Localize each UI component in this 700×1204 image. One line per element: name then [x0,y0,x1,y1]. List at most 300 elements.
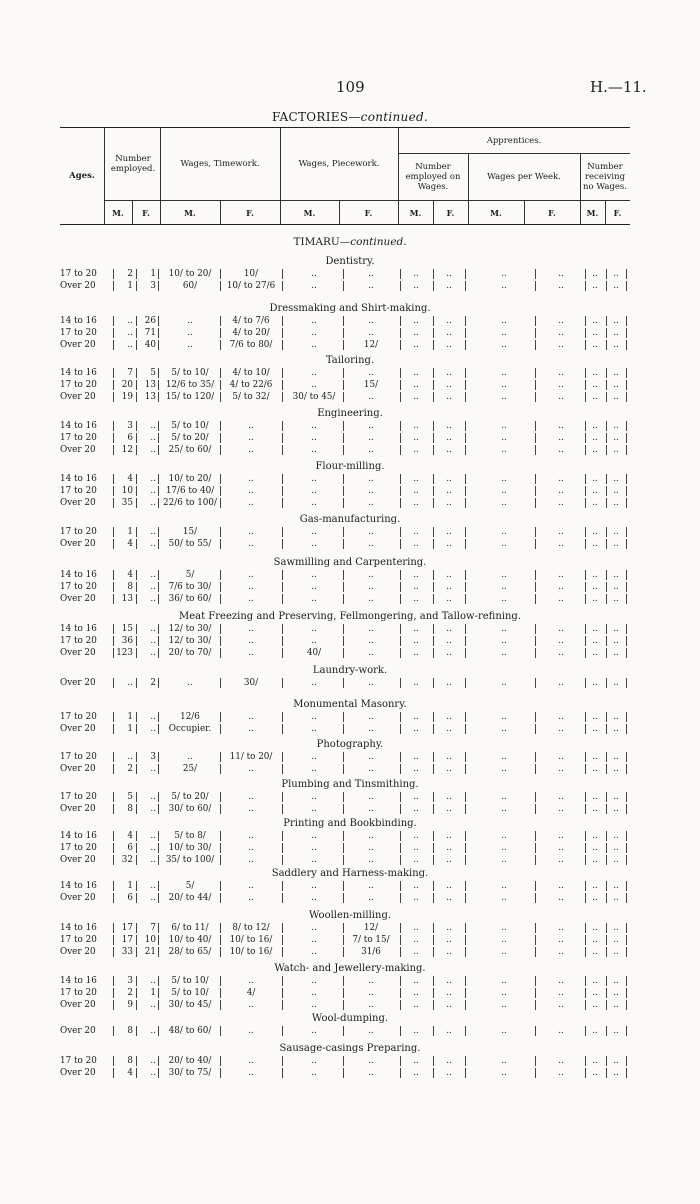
cell-rule [158,752,159,762]
cell-awm: .. [501,624,507,634]
cell-rule [535,935,536,945]
cell-af: .. [446,433,452,443]
cell-af: .. [446,474,452,484]
cell-rule [433,804,434,814]
cell-am: .. [413,380,419,390]
cell-awf: .. [558,380,564,390]
cell-mp: .. [311,380,317,390]
header-number-employed: Number employed. [110,154,156,174]
cell-awf: .. [558,893,564,903]
cell-rule [282,1056,283,1066]
cell-mt: 25/ [182,764,198,774]
cell-rule [465,368,466,378]
cell-rule [220,752,221,762]
cell-am: .. [413,392,419,402]
cell-af: .. [446,570,452,580]
cell-rule [626,831,627,841]
cell-ft: 4/ to 22/6 [229,380,273,390]
cell-rule [136,976,137,986]
cell-awf: .. [558,445,564,455]
cell-am: .. [413,316,419,326]
district-name: TIMARU— [293,236,351,248]
cell-rule [400,1068,401,1078]
cell-mp: 40/ [306,648,322,658]
cell-anm: .. [592,764,598,774]
cell-mp: .. [311,539,317,549]
cell-rule [535,1068,536,1078]
cell-rule [282,976,283,986]
cell-anf: .. [613,392,619,402]
cell-rule [535,923,536,933]
cell-fp: .. [368,527,374,537]
cell-anm: .. [592,923,598,933]
cell-af: .. [446,340,452,350]
cell-rule [433,486,434,496]
cell-af: .. [446,316,452,326]
cell-rule [136,624,137,634]
cell-af: .. [446,988,452,998]
cell-rule [220,923,221,933]
cell-anm: .. [592,976,598,986]
cell-f: 13 [144,392,156,402]
cell-f: .. [150,539,156,549]
cell-rule [626,392,627,402]
cell-rule [626,527,627,537]
cell-m: 2 [127,269,133,279]
cell-rule [626,988,627,998]
cell-rule [400,804,401,814]
cell-rule [535,368,536,378]
cell-rule [535,855,536,865]
table-row [0,623,700,635]
cell-rule [158,539,159,549]
cell-rule [220,804,221,814]
cell-rule [400,539,401,549]
cell-fp: .. [368,752,374,762]
cell-ft: .. [248,831,254,841]
cell-anf: .. [613,678,619,688]
cell-mt: 10/ to 20/ [168,269,212,279]
cell-awf: .. [558,831,564,841]
cell-f: .. [150,855,156,865]
cell-af: .. [446,281,452,291]
cell-rule [400,792,401,802]
cell-anm: .. [592,1000,598,1010]
cell-age: 17 to 20 [60,433,97,443]
cell-fp: .. [368,1026,374,1036]
cell-rule [282,316,283,326]
cell-am: .. [413,648,419,658]
section-title: Sawmilling and Carpentering. [273,557,427,568]
cell-m: 3 [127,976,133,986]
cell-anf: .. [613,340,619,350]
cell-rule [136,421,137,431]
cell-rule [158,281,159,291]
cell-age: 14 to 16 [60,570,97,580]
cell-af: .. [446,392,452,402]
cell-af: .. [446,498,452,508]
cell-awf: .. [558,881,564,891]
cell-rule [220,831,221,841]
cell-anf: .. [613,380,619,390]
title-continued: continued. [360,110,429,124]
cell-fp: .. [368,624,374,634]
cell-anm: .. [592,392,598,402]
table-row [0,647,700,659]
cell-m: 9 [127,1000,133,1010]
cell-rule [400,594,401,604]
table-row [0,339,700,351]
cell-rule [343,433,344,443]
cell-rule [400,486,401,496]
cell-rule [220,498,221,508]
cell-rule [220,269,221,279]
cell-rule [136,1026,137,1036]
cell-rule [465,724,466,734]
cell-ft: .. [248,624,254,634]
cell-rule [220,1026,221,1036]
cell-fp: .. [368,539,374,549]
cell-rule [220,340,221,350]
table-row [0,934,700,946]
table-row [0,854,700,866]
cell-rule [136,340,137,350]
cell-af: .. [446,923,452,933]
cell-rule [433,724,434,734]
cell-f: .. [150,445,156,455]
cell-fp: .. [368,648,374,658]
cell-f: .. [150,624,156,634]
cell-mt: 12/ to 30/ [168,624,212,634]
table-row [0,803,700,815]
cell-rule [535,316,536,326]
cell-mp: .. [311,624,317,634]
cell-rule [136,804,137,814]
cell-fp: 12/ [363,340,379,350]
cell-awm: .. [501,486,507,496]
cell-fp: .. [368,316,374,326]
cell-awf: .. [558,1056,564,1066]
cell-age: Over 20 [60,392,96,402]
cell-mp: .. [311,1056,317,1066]
cell-age: 14 to 16 [60,474,97,484]
cell-rule [433,570,434,580]
cell-anm: .. [592,624,598,634]
cell-rule [158,340,159,350]
cell-rule [343,539,344,549]
cell-rule [400,421,401,431]
cell-age: Over 20 [60,498,96,508]
section-title: Saddlery and Harness-making. [271,868,429,879]
cell-anm: .. [592,881,598,891]
cell-age: Over 20 [60,1026,96,1036]
cell-awm: .. [501,792,507,802]
cell-af: .. [446,976,452,986]
cell-rule [400,1056,401,1066]
cell-f: 3 [150,281,156,291]
cell-rule [535,539,536,549]
cell-rule [400,582,401,592]
cell-f: .. [150,724,156,734]
cell-mp: .. [311,281,317,291]
rule [104,200,630,201]
cell-anf: .. [613,804,619,814]
cell-rule [626,433,627,443]
cell-rule [626,328,627,338]
cell-rule [136,831,137,841]
cell-age: 14 to 16 [60,316,97,326]
cell-mt: 7/6 to 30/ [168,582,212,592]
cell-af: .. [446,1000,452,1010]
cell-fp: .. [368,976,374,986]
cell-rule [535,976,536,986]
cell-f: .. [150,843,156,853]
cell-rule [626,764,627,774]
cell-anf: .. [613,433,619,443]
cell-anf: .. [613,281,619,291]
cell-rule [158,498,159,508]
cell-rule [158,486,159,496]
cell-awf: .. [558,792,564,802]
cell-rule [282,764,283,774]
district-continued: continued. [350,236,407,248]
cell-rule [400,340,401,350]
cell-rule [626,380,627,390]
cell-rule [136,498,137,508]
cell-rule [136,316,137,326]
cell-awf: .. [558,947,564,957]
cell-rule [465,648,466,658]
table-row [0,327,700,339]
cell-rule [626,368,627,378]
cell-ft: 4/ to 20/ [232,328,270,338]
cell-rule [465,1056,466,1066]
cell-ft: .. [248,636,254,646]
cell-awm: .. [501,316,507,326]
cell-fp: 12/ [363,923,379,933]
cell-m: 32 [121,855,133,865]
cell-anm: .. [592,947,598,957]
cell-awf: .. [558,764,564,774]
cell-m: 17 [121,935,133,945]
cell-awf: .. [558,976,564,986]
cell-ft: .. [248,527,254,537]
cell-m: 1 [127,527,133,537]
cell-af: .. [446,831,452,841]
cell-rule [343,281,344,291]
sub-f: F. [142,208,150,218]
cell-mp: .. [311,764,317,774]
cell-anf: .. [613,594,619,604]
cell-am: .. [413,678,419,688]
cell-anf: .. [613,648,619,658]
cell-am: .. [413,988,419,998]
cell-af: .. [446,881,452,891]
cell-rule [433,1056,434,1066]
cell-anm: .. [592,328,598,338]
cell-rule [220,281,221,291]
cell-rule [136,752,137,762]
cell-rule [282,855,283,865]
cell-rule [158,935,159,945]
cell-rule [343,976,344,986]
cell-f: 71 [144,328,156,338]
cell-rule [220,392,221,402]
cell-age: 17 to 20 [60,792,97,802]
cell-rule [220,328,221,338]
cell-fp: .. [368,988,374,998]
cell-mp: .. [311,269,317,279]
cell-rule [343,421,344,431]
header-apprentices: Apprentices. [486,135,542,146]
cell-mp: .. [311,1000,317,1010]
table-row [0,922,700,934]
cell-mt: 30/ to 60/ [168,804,212,814]
cell-rule [158,392,159,402]
cell-rule [136,724,137,734]
cell-af: .. [446,855,452,865]
cell-rule [626,582,627,592]
cell-rule [400,474,401,484]
cell-rule [343,624,344,634]
cell-m: 1 [127,712,133,722]
table-row [0,711,700,723]
cell-rule [343,392,344,402]
cell-anf: .. [613,624,619,634]
cell-rule [626,752,627,762]
cell-rule [433,792,434,802]
cell-f: .. [150,1000,156,1010]
cell-mp: .. [311,445,317,455]
cell-rule [136,792,137,802]
sub-f: F. [246,208,254,218]
cell-awf: .. [558,1000,564,1010]
cell-rule [535,752,536,762]
cell-rule [433,712,434,722]
header-wages-timework: Wages, Timework. [180,159,260,169]
cell-f: 10 [144,935,156,945]
cell-rule [433,594,434,604]
cell-fp: .. [368,831,374,841]
cell-mp: .. [311,1068,317,1078]
cell-ft: .. [248,881,254,891]
cell-rule [626,636,627,646]
cell-fp: .. [368,855,374,865]
cell-rule [400,855,401,865]
cell-rule [465,636,466,646]
cell-anm: .. [592,570,598,580]
cell-rule [343,881,344,891]
cell-rule [626,281,627,291]
cell-f: .. [150,498,156,508]
cell-rule [400,724,401,734]
cell-anm: .. [592,1026,598,1036]
cell-rule [282,269,283,279]
cell-rule [465,976,466,986]
cell-rule [400,380,401,390]
table-row [0,791,700,803]
cell-fp: .. [368,804,374,814]
cell-f: 5 [150,368,156,378]
cell-rule [626,976,627,986]
cell-f: .. [150,792,156,802]
cell-rule [282,340,283,350]
cell-rule [136,881,137,891]
cell-rule [282,527,283,537]
cell-age: 17 to 20 [60,752,97,762]
cell-rule [626,855,627,865]
cell-rule [465,1026,466,1036]
cell-rule [158,724,159,734]
table-row [0,975,700,987]
cell-rule [535,328,536,338]
cell-mt: 15/ to 120/ [165,392,215,402]
cell-rule [343,368,344,378]
cell-rule [220,648,221,658]
cell-fp: .. [368,582,374,592]
cell-awf: .. [558,570,564,580]
cell-rule [465,582,466,592]
cell-rule [282,498,283,508]
cell-f: 21 [144,947,156,957]
cell-rule [282,594,283,604]
cell-rule [158,893,159,903]
cell-m: 5 [127,792,133,802]
cell-age: Over 20 [60,678,96,688]
cell-rule [626,1000,627,1010]
cell-anf: .. [613,1068,619,1078]
cell-mp: .. [311,368,317,378]
cell-rule [626,1056,627,1066]
sub-f: F. [446,208,455,218]
cell-anf: .. [613,636,619,646]
cell-mp: .. [311,1026,317,1036]
cell-rule [535,570,536,580]
cell-rule [158,831,159,841]
cell-awf: .. [558,712,564,722]
cell-anf: .. [613,881,619,891]
cell-m: 7 [127,368,133,378]
cell-rule [282,570,283,580]
cell-anm: .. [592,855,598,865]
cell-af: .. [446,764,452,774]
cell-rule [400,527,401,537]
cell-am: .. [413,831,419,841]
cell-fp: .. [368,433,374,443]
cell-awm: .. [501,392,507,402]
cell-rule [535,340,536,350]
cell-rule [136,380,137,390]
cell-awm: .. [501,433,507,443]
cell-rule [282,582,283,592]
cell-rule [282,392,283,402]
cell-rule [282,923,283,933]
cell-mt: .. [187,328,193,338]
section-title: Gas-manufacturing. [299,514,401,525]
cell-ft: .. [248,1056,254,1066]
cell-rule [433,269,434,279]
cell-rule [465,433,466,443]
cell-anm: .. [592,752,598,762]
cell-f: .. [150,527,156,537]
cell-rule [158,855,159,865]
cell-mt: .. [187,752,193,762]
cell-rule [535,269,536,279]
section-title: Watch- and Jewellery-making. [274,963,426,974]
cell-ft: .. [248,582,254,592]
cell-mt: 22/6 to 100/ [163,498,217,508]
table-row [0,280,700,292]
